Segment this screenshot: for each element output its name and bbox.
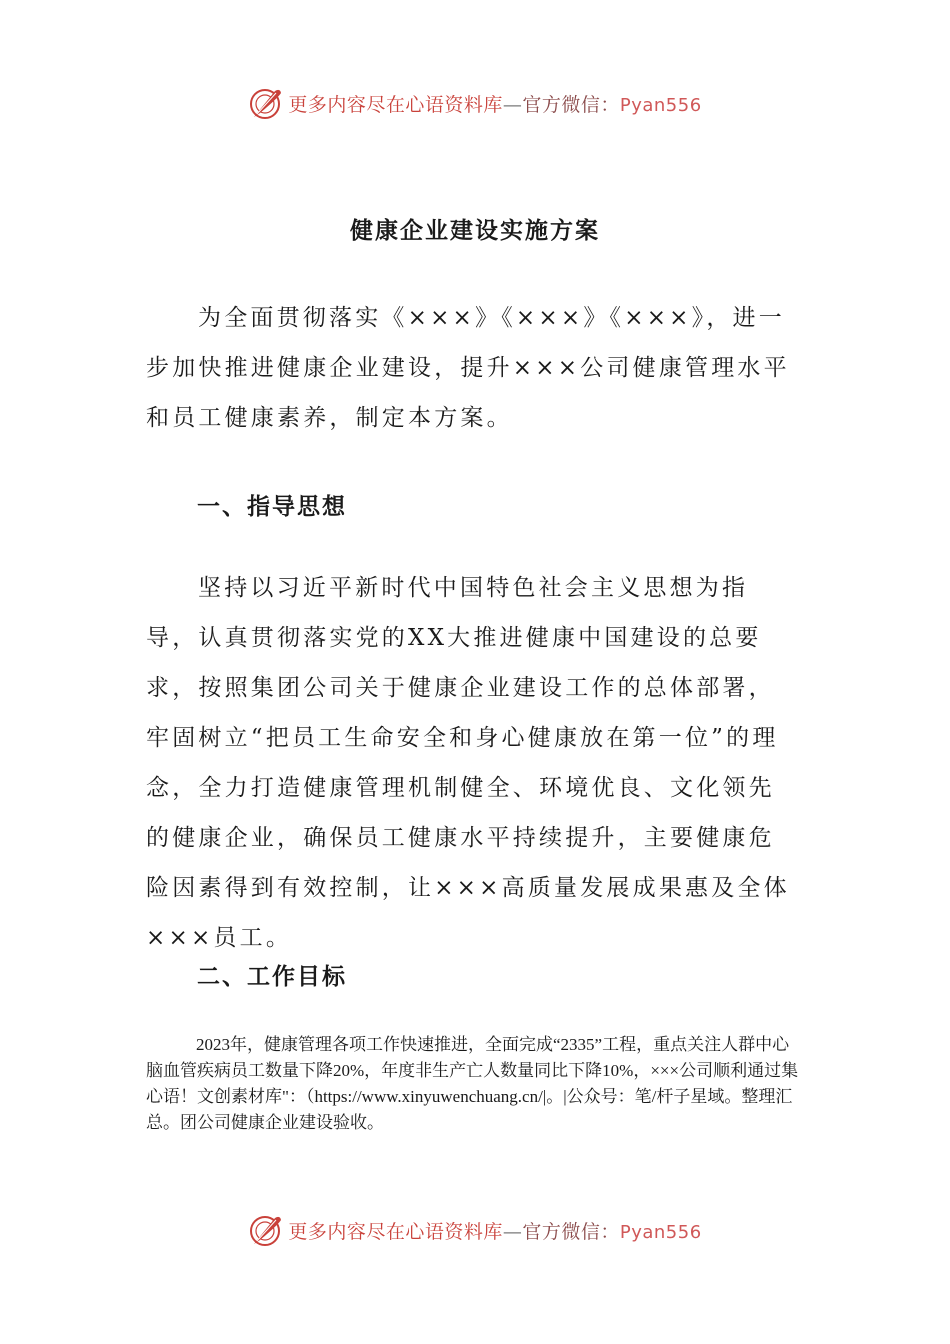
banner-text bbox=[288, 1217, 701, 1244]
banner-dash: — bbox=[502, 93, 523, 116]
document-title: 健康企业建设实施方案 bbox=[350, 217, 600, 244]
banner-title: 更多内容尽在心语资料库 bbox=[288, 1220, 503, 1243]
quill-logo-icon bbox=[248, 1212, 284, 1248]
banner-text bbox=[288, 90, 701, 117]
banner-wechat-id: Pyan556 bbox=[619, 1221, 702, 1243]
guiding-ideology-paragraph: 坚持以习近平新时代中国特色社会主义思想为指导，认真贯彻落实党的XX大推进健康中国建设的总要求，按照集团公司关于健康企业建设工作的总体部署，牢固树立“把员工生命安全和身心健康放在第一位”的理念，全力打造健康管理机制健全、环境优良、文化领先的健康企业，确保员工健康水平持续提升，主要健康危险因素得到有效控制，让×××高质量发展成果惠及全体×××员工。 bbox=[146, 575, 790, 951]
intro-paragraph: 为全面贯彻落实《×××》《×××》《×××》，进一步加快推进健康企业建设，提升×××公司健康管理水平和员工健康素养，制定本方案。 bbox=[146, 305, 790, 431]
section-heading-work-goals: 二、工作目标 bbox=[197, 963, 347, 990]
banner-title: 更多内容尽在心语资料库 bbox=[288, 93, 503, 116]
banner-dash: — bbox=[502, 1220, 523, 1243]
footer-watermark-banner bbox=[0, 1210, 950, 1250]
banner-wechat-label: 官方微信： bbox=[522, 1220, 620, 1243]
section-heading-guiding-ideology: 一、指导思想 bbox=[197, 493, 347, 520]
work-goals-paragraph: 2023年，健康管理各项工作快速推进，全面完成“2335”工程，重点关注人群中心脑血管疾病员工数量下降20%，年度非生产亡人数量同比下降10%，×××公司顺利通过集心语！文创素材库"：（https://www.xinyuwenchuang.cn/|。|公众号：笔/杆子星域。整理汇总。团公司健康企业建设验收。 bbox=[146, 1035, 799, 1132]
header-watermark-banner bbox=[0, 83, 950, 123]
quill-logo-icon bbox=[248, 85, 284, 121]
banner-wechat-label: 官方微信： bbox=[522, 93, 620, 116]
banner-wechat-id: Pyan556 bbox=[619, 94, 702, 116]
